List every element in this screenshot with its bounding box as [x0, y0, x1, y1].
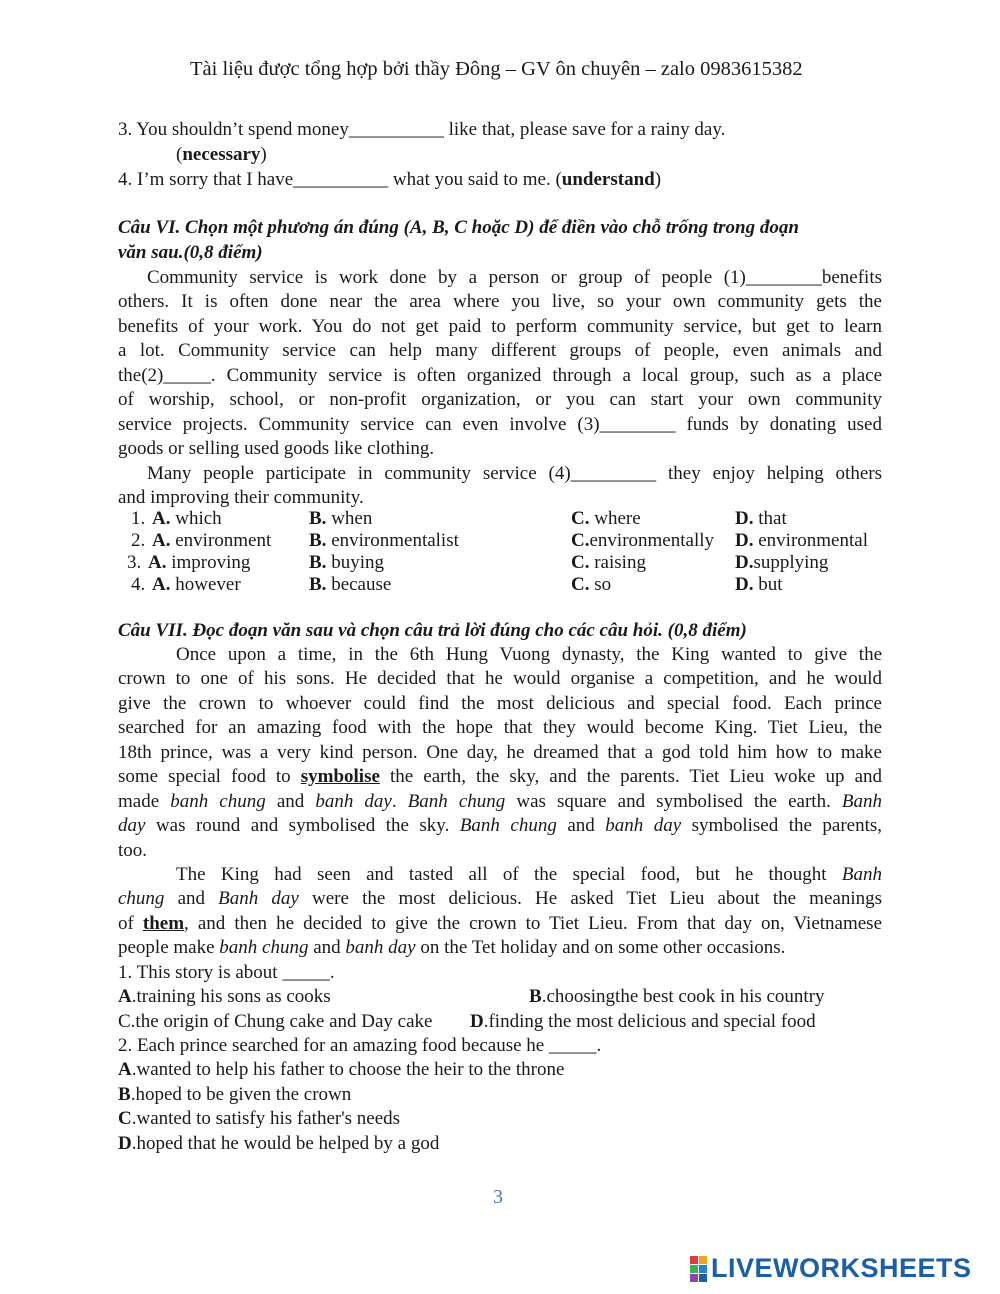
option-b[interactable]: B. because — [309, 574, 392, 595]
reading-line: chung and Banh day were the most delicious. He asked Tiet Lieu about the meanings — [118, 888, 883, 909]
option-a[interactable]: A. however — [152, 574, 241, 595]
passage-line: Community service is work done by a person or group of people (1)________benefits — [147, 267, 882, 288]
passage-line: benefits of your work. You do not get paid to perform community service, but get to learn — [118, 316, 882, 337]
passage-line: goods or selling used goods like clothing. — [118, 438, 435, 459]
reading-line: made banh chung and banh day. Banh chung was square and symbolised the earth. Banh — [118, 791, 883, 812]
q2-option-a[interactable]: A.wanted to help his father to choose the heir to the throne — [118, 1059, 565, 1080]
reading-line: day was round and symbolised the sky. Banh chung and banh day symbolised the parents, — [118, 815, 883, 836]
option-b[interactable]: B. when — [309, 508, 373, 529]
passage-line: and improving their community. — [118, 487, 364, 508]
option-num: 1. — [131, 508, 146, 529]
q2-option-d[interactable]: D.hoped that he would be helped by a god — [118, 1133, 440, 1154]
option-num: 2. — [131, 530, 146, 551]
passage-line: Many people participate in community service (4)_________ they enjoy helping others — [147, 463, 882, 484]
reading-line: Once upon a time, in the 6th Hung Vuong dynasty, the King wanted to give the — [176, 644, 882, 665]
option-d[interactable]: D. but — [735, 574, 783, 595]
section-6-heading-cont: văn sau.(0,8 điểm) — [118, 242, 263, 263]
passage-line: a lot. Community service can help many different groups of people, even animals and — [118, 340, 882, 361]
option-a[interactable]: A. improving — [148, 552, 251, 573]
liveworksheets-logo[interactable] — [690, 1253, 972, 1284]
question-4: 4. I’m sorry that I have__________ what you said to me. (understand) — [118, 169, 662, 190]
option-c[interactable]: C. raising — [571, 552, 646, 573]
q1-option-c[interactable]: C.the origin of Chung cake and Day cake — [118, 1011, 433, 1032]
question-2: 2. Each prince searched for an amazing food because he _____. — [118, 1035, 602, 1056]
reading-line: give the crown to whoever could find the most delicious and special food. Each prince — [118, 693, 882, 714]
q2-option-b[interactable]: B.hoped to be given the crown — [118, 1084, 352, 1105]
reading-line: people make banh chung and banh day on the Tet holiday and on some other occasions. — [118, 937, 786, 958]
option-num: 3. — [127, 552, 142, 573]
option-d[interactable]: D. that — [735, 508, 787, 529]
option-b[interactable]: B. buying — [309, 552, 384, 573]
passage-line: others. It is often done near the area where you live, so your own community gets the — [118, 291, 882, 312]
q1-option-d[interactable]: D.finding the most delicious and special food — [470, 1011, 816, 1032]
option-b[interactable]: B. environmentalist — [309, 530, 459, 551]
reading-line: searched for an amazing food with the hope that they would become King. Tiet Lieu, the — [118, 717, 882, 738]
option-num: 4. — [131, 574, 146, 595]
option-a[interactable]: A. environment — [152, 530, 272, 551]
option-d[interactable]: D.supplying — [735, 552, 829, 573]
passage-line: of worship, school, or non-profit organization, or you can start your own community — [118, 389, 882, 410]
underlined-word-them: them — [142, 913, 185, 934]
q1-option-b[interactable]: B.choosingthe best cook in his country — [529, 986, 825, 1007]
option-a[interactable]: A. which — [152, 508, 222, 529]
reading-line: of them, and then he decided to give the crown to Tiet Lieu. From that day on, Vietnamese — [118, 913, 882, 934]
option-c[interactable]: C.environmentally — [571, 530, 715, 551]
option-c[interactable]: C. where — [571, 508, 641, 529]
page-header: Tài liệu được tổng hợp bởi thầy Đông – GV ôn chuyên – zalo 0983615382 — [190, 58, 803, 80]
logo-text: LIVEWORKSHEETS — [711, 1253, 972, 1283]
section-7-heading: Câu VII. Đọc đoạn văn sau và chọn câu trả lời đúng cho các câu hỏi. (0,8 điểm) — [118, 620, 747, 641]
option-d[interactable]: D. environmental — [735, 530, 868, 551]
page-number: 3 — [493, 1186, 503, 1208]
question-3-hint: (necessary) — [176, 144, 267, 165]
q2-option-c[interactable]: C.wanted to satisfy his father's needs — [118, 1108, 401, 1129]
section-6-heading: Câu VI. Chọn một phương án đúng (A, B, C hoặc D) để điền vào chỗ trống trong đoạn — [118, 217, 799, 238]
underlined-word-symbolise: symbolise — [300, 766, 380, 787]
reading-line: too. — [118, 840, 148, 861]
question-1: 1. This story is about _____. — [118, 962, 335, 983]
passage-line: the(2)_____. Community service is often organized through a local group, such as a place — [118, 365, 882, 386]
reading-line: The King had seen and tasted all of the special food, but he thought Banh — [176, 864, 882, 885]
question-3: 3. You shouldn’t spend money__________ like that, please save for a rainy day. — [118, 119, 726, 140]
option-c[interactable]: C. so — [571, 574, 612, 595]
reading-line: 18th prince, was a very kind person. One day, he dreamed that a god told him how to make — [118, 742, 882, 763]
q1-option-a[interactable]: A.training his sons as cooks — [118, 986, 331, 1007]
reading-line: crown to one of his sons. He decided that he would organise a competition, and he would — [118, 668, 882, 689]
passage-line: service projects. Community service can even involve (3)________ funds by donating used — [118, 414, 882, 435]
logo-icon — [690, 1256, 707, 1282]
reading-line: some special food to symbolise the earth, the sky, and the parents. Tiet Lieu woke up and — [118, 766, 883, 787]
